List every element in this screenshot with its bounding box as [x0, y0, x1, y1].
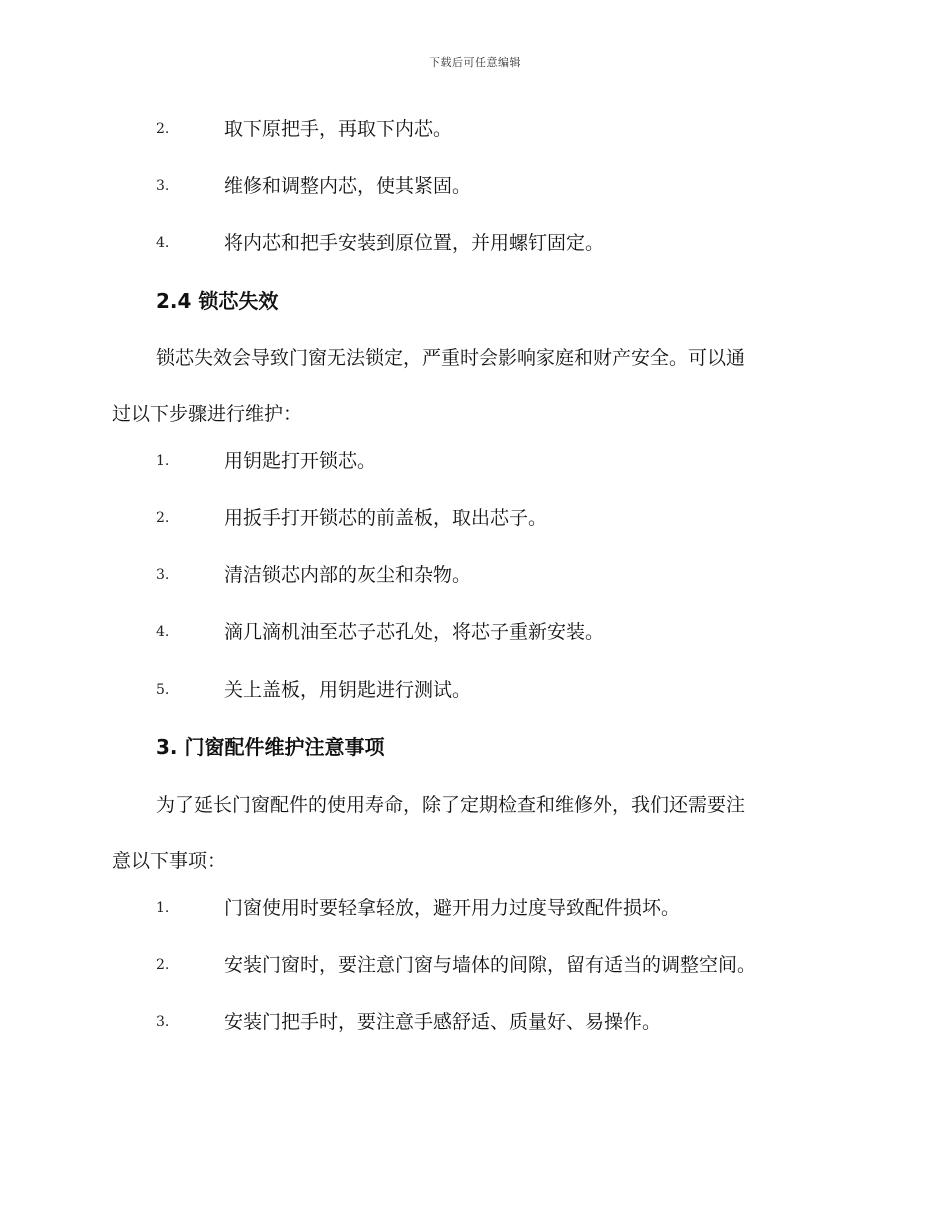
list-text: 安装门把手时，要注意手感舒适、质量好、易操作。: [224, 1011, 662, 1033]
section-heading-3: 3. 门窗配件维护注意事项: [156, 735, 385, 759]
list-item: [0, 446, 950, 476]
paragraph-line: 为了延长门窗配件的使用寿命，除了定期检查和维修外，我们还需要注: [156, 794, 746, 816]
list-text: 滴几滴机油至芯子芯孔处，将芯子重新安装。: [224, 621, 605, 643]
paragraph-line: 过以下步骤进行维护：: [112, 403, 303, 425]
list-item: [0, 503, 950, 533]
section-heading-2-4: 2.4 锁芯失效: [156, 289, 279, 313]
list-item: [0, 1007, 950, 1037]
page-header: 下载后可任意编辑: [429, 56, 521, 69]
list-item: [0, 675, 950, 705]
list-item: [0, 171, 950, 201]
list-text: 清洁锁芯内部的灰尘和杂物。: [224, 564, 472, 586]
list-item: [0, 950, 950, 980]
section-3-paragraph: [112, 790, 832, 876]
list-text: 安装门窗时，要注意门窗与墙体的间隙，留有适当的调整空间。: [224, 954, 757, 976]
list-text: 门窗使用时要轻拿轻放，避开用力过度导致配件损坏。: [224, 897, 681, 919]
list-number: 2.: [156, 957, 170, 973]
paragraph-line: 意以下事项：: [112, 850, 227, 872]
list-text: 关上盖板，用钥匙进行测试。: [224, 679, 472, 701]
list-text: 取下原把手，再取下内芯。: [224, 118, 453, 140]
list-number: 4.: [156, 624, 170, 640]
list-item: [0, 617, 950, 647]
list-item: [0, 893, 950, 923]
paragraph-line: 锁芯失效会导致门窗无法锁定，严重时会影响家庭和财产安全。可以通: [156, 347, 746, 369]
list-item: [0, 228, 950, 258]
list-number: 4.: [156, 235, 170, 251]
list-text: 用钥匙打开锁芯。: [224, 450, 377, 472]
list-text: 维修和调整内芯，使其紧固。: [224, 175, 472, 197]
section-2-4-paragraph: [112, 343, 832, 429]
list-number: 5.: [156, 682, 170, 698]
list-number: 2.: [156, 510, 170, 526]
list-text: 将内芯和把手安装到原位置，并用螺钉固定。: [224, 232, 605, 254]
list-text: 用扳手打开锁芯的前盖板，取出芯子。: [224, 507, 548, 529]
list-number: 1.: [156, 900, 170, 916]
list-item: [0, 560, 950, 590]
list-number: 3.: [156, 1014, 170, 1030]
list-number: 3.: [156, 567, 170, 583]
list-number: 3.: [156, 178, 170, 194]
list-item: [0, 114, 950, 144]
list-number: 2.: [156, 121, 170, 137]
list-number: 1.: [156, 453, 170, 469]
